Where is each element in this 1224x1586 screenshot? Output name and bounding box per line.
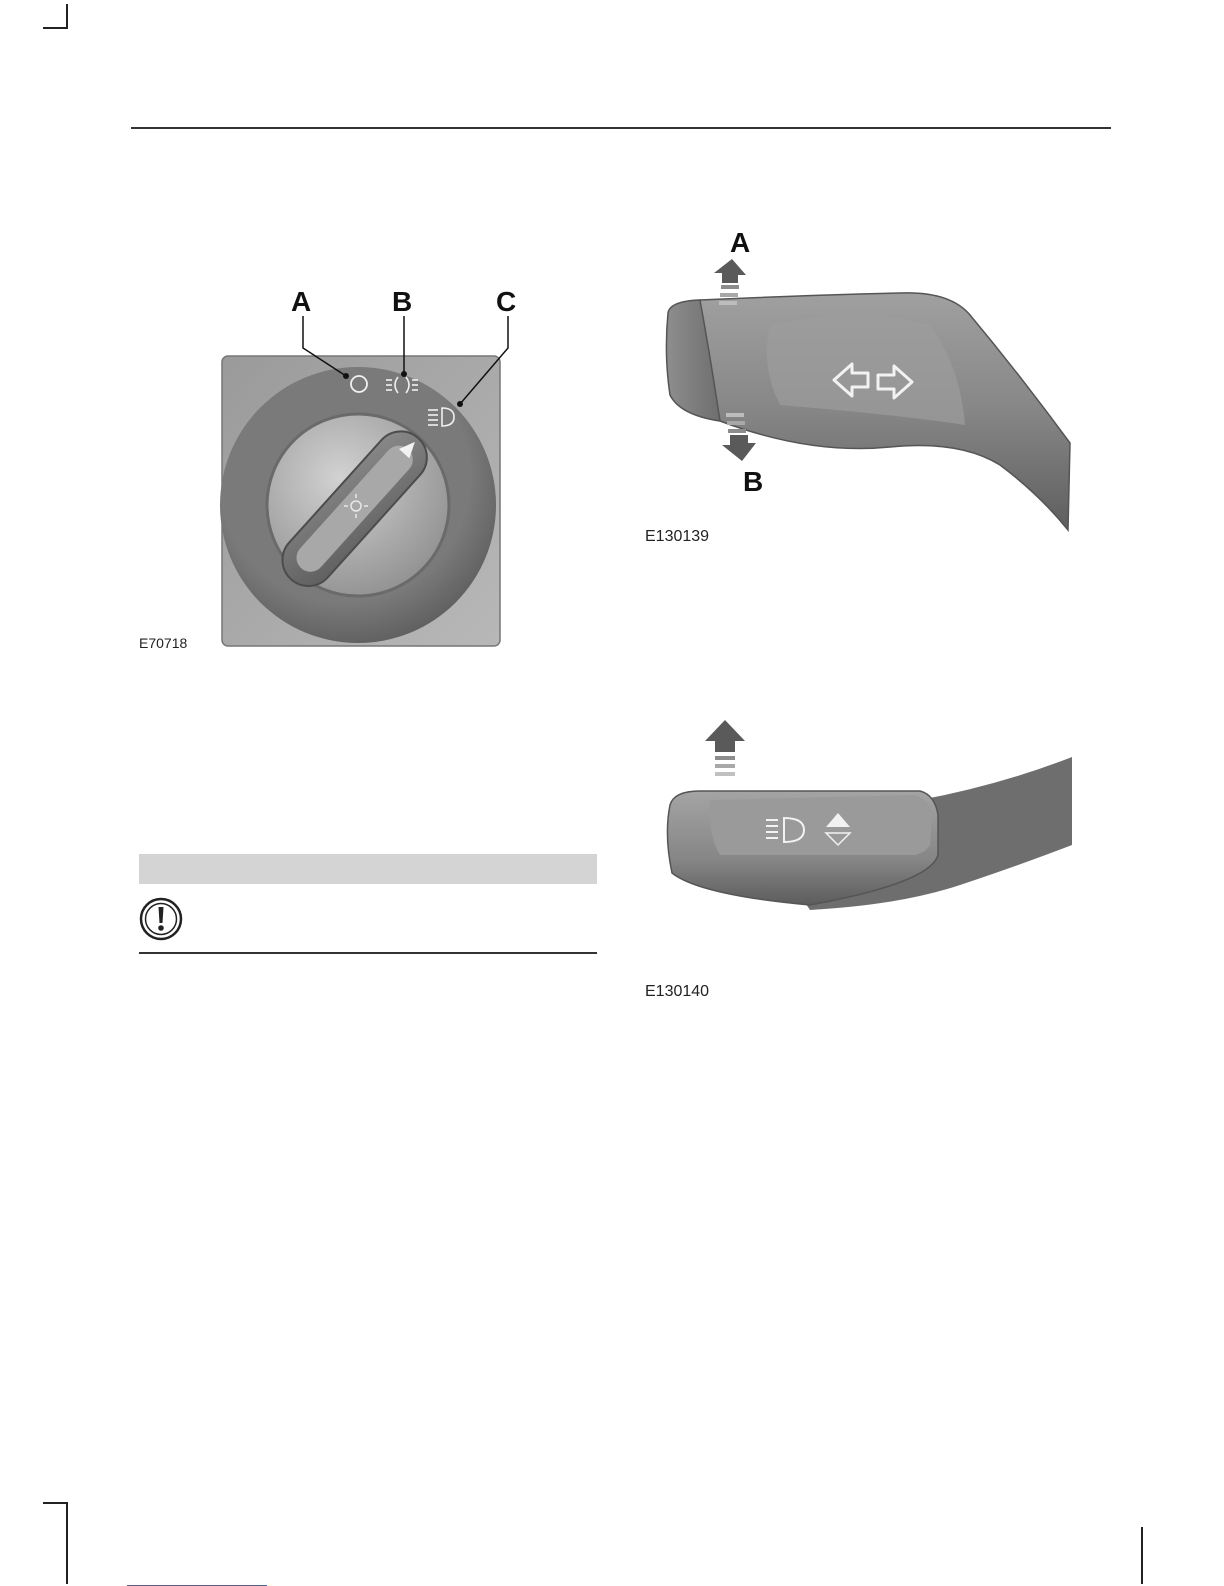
indicator-stalk-illustration	[660, 225, 1075, 535]
header-rule	[131, 127, 1111, 129]
warning-header-bar	[139, 854, 597, 884]
figure-light-switch	[220, 280, 517, 650]
callout-a: A	[730, 227, 751, 258]
callout-a: A	[291, 286, 312, 317]
light-switch-illustration	[220, 280, 510, 650]
callout-c: C	[496, 286, 517, 317]
figure-code-e70718: E70718	[139, 635, 188, 651]
callout-b: B	[392, 286, 413, 317]
arrow-up-icon	[705, 720, 745, 776]
figure-code-e130140: E130140	[645, 983, 710, 1000]
figure-indicator-stalk	[660, 225, 1075, 535]
crop-mark-top-left-horizontal	[43, 27, 68, 29]
figure-headlamp-flasher	[660, 715, 1075, 915]
crop-mark-bottom-right-vertical	[1141, 1527, 1143, 1584]
warning-bottom-rule	[139, 952, 597, 954]
crop-mark-bottom-left-vertical	[66, 1502, 68, 1584]
headlamp-flasher-illustration	[660, 715, 1075, 915]
figure-code-e130139: E130139	[645, 528, 710, 545]
warning-icon	[139, 897, 183, 941]
crop-mark-bottom-left-horizontal	[43, 1502, 68, 1504]
callout-b: B	[743, 466, 764, 497]
crop-mark-top-left-vertical	[66, 4, 68, 28]
